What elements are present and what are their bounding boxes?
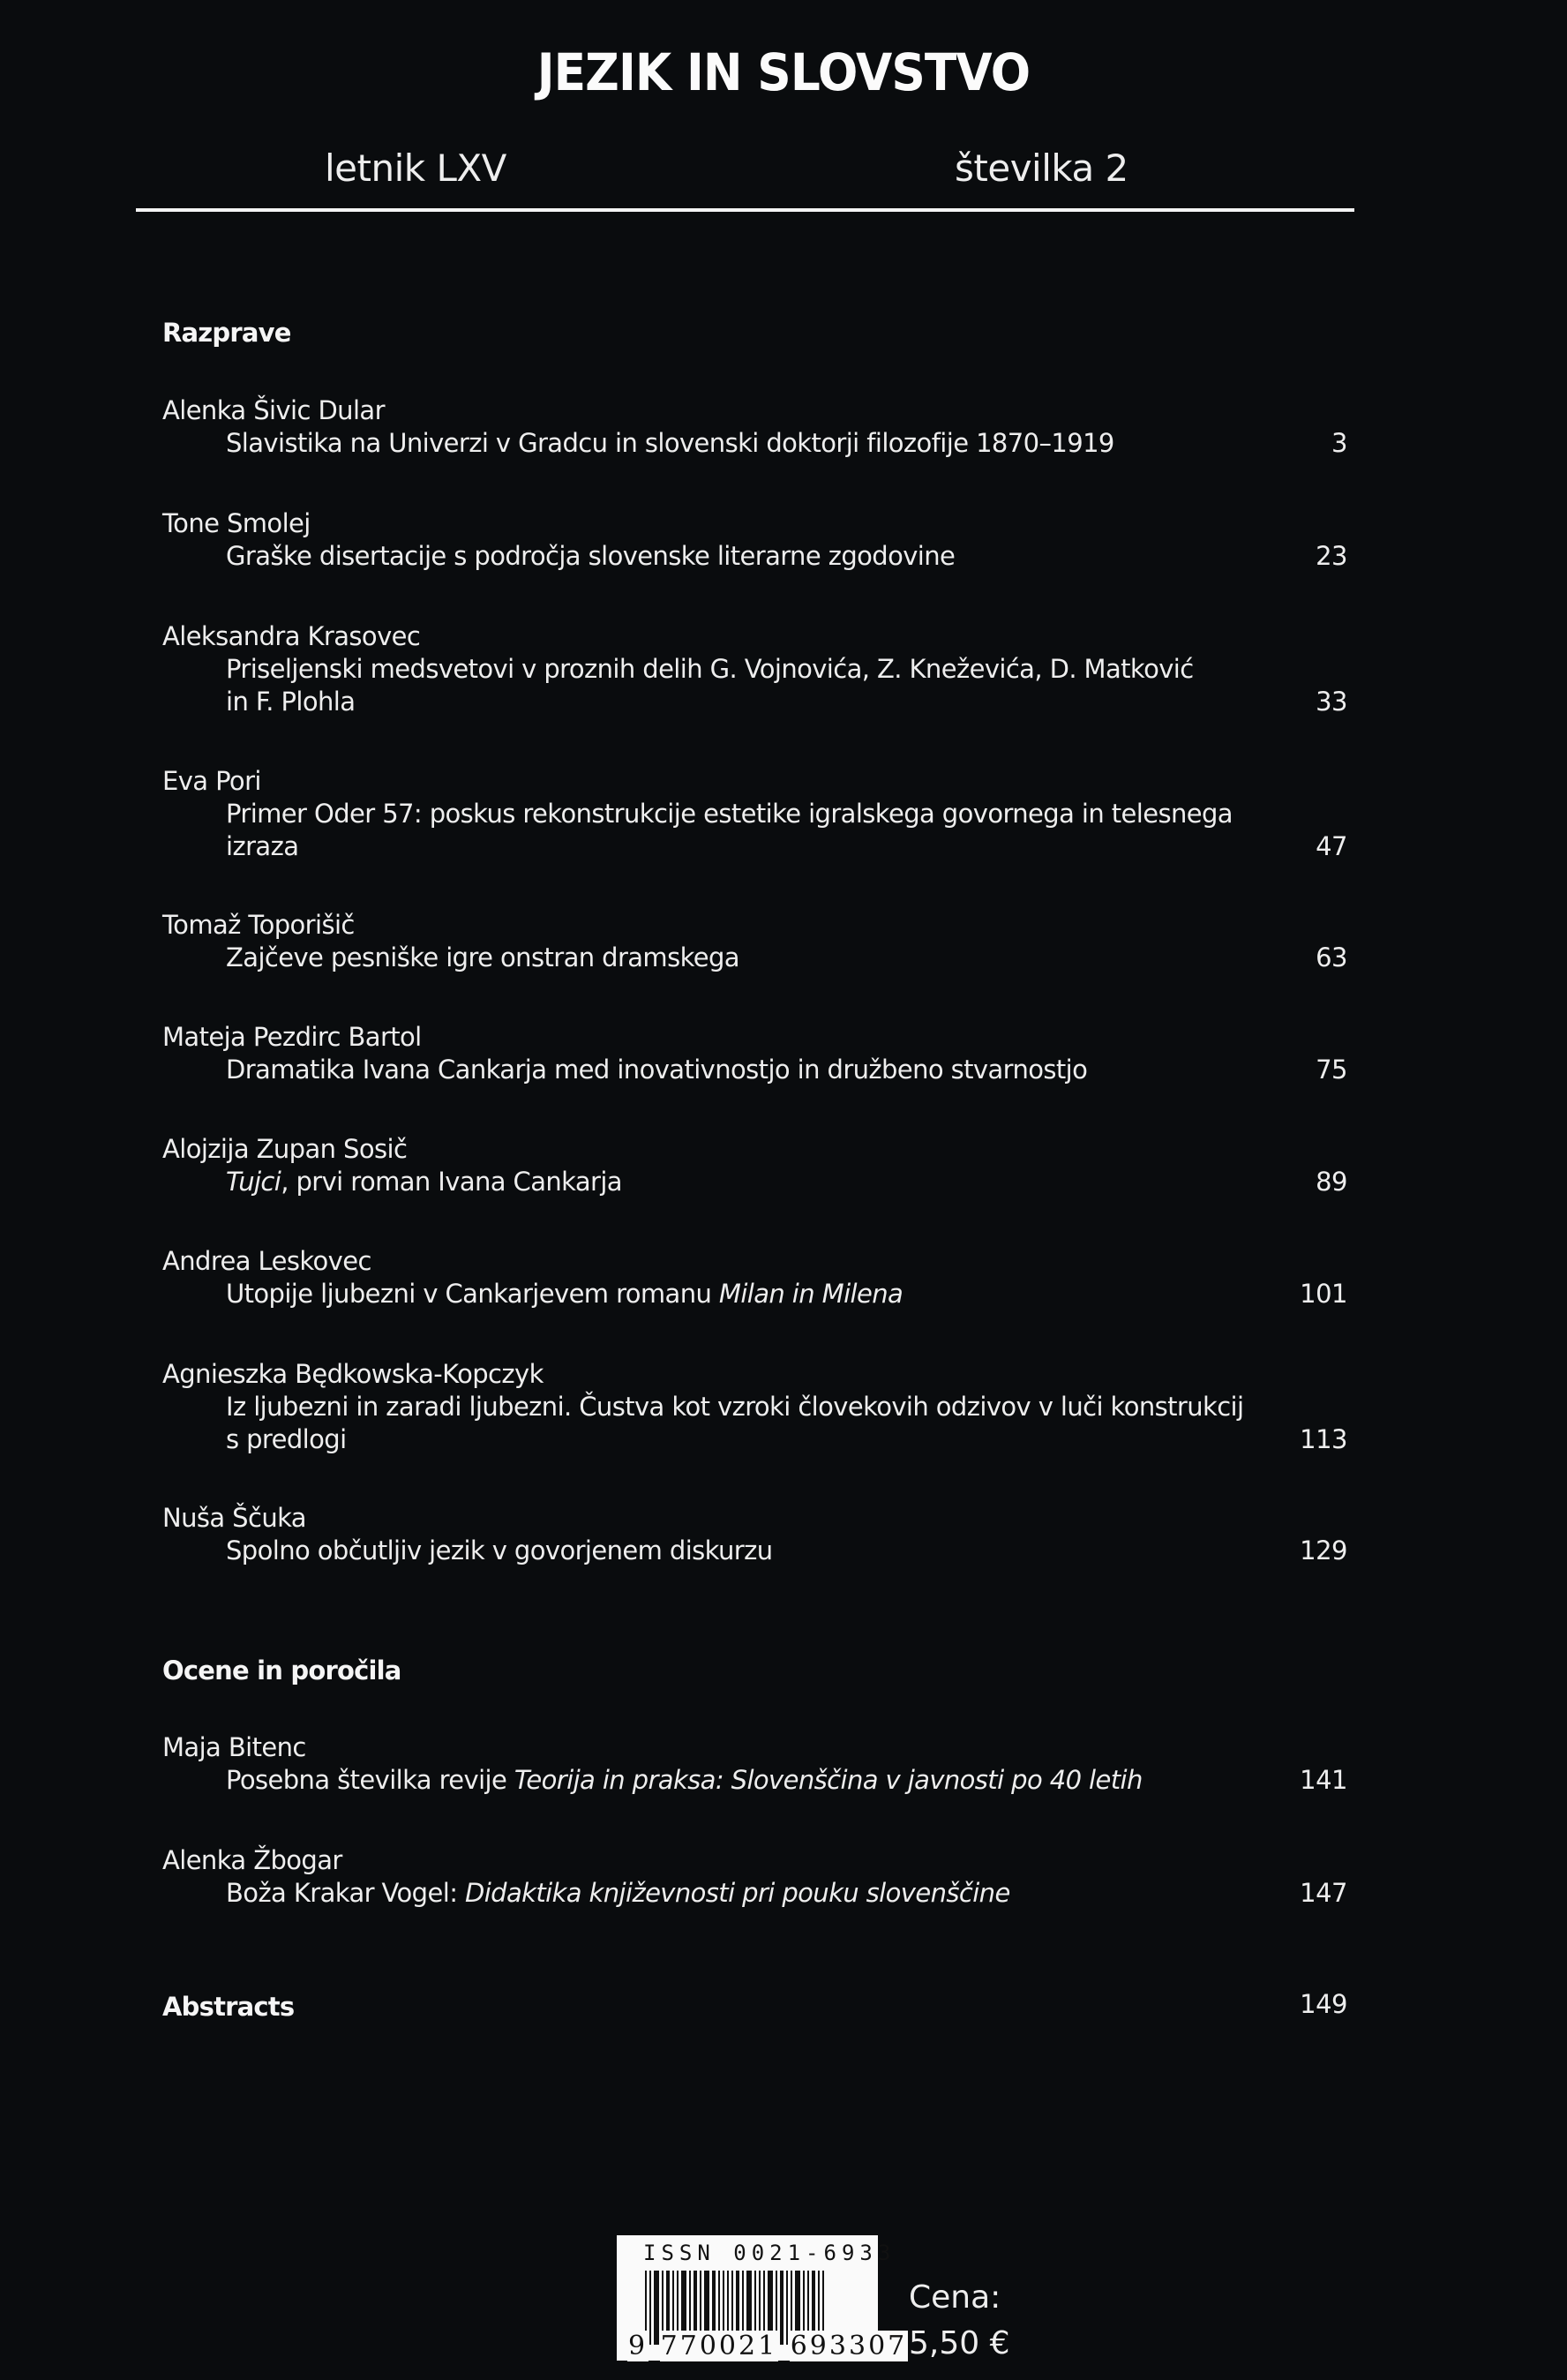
toc-title: [226, 1877, 1010, 1910]
journal-title: JEZIK IN SLOVSTVO: [536, 42, 1031, 102]
toc-author: Alojzija Zupan Sosič: [162, 1134, 408, 1164]
price-value: 5,50 €: [909, 2325, 1010, 2361]
toc-page: 63: [1316, 942, 1347, 972]
toc-author: Maja Bitenc: [162, 1732, 306, 1762]
toc-page: 33: [1316, 687, 1347, 717]
toc-title: Zajčeve pesniške igre onstran dramskega: [226, 942, 739, 972]
issn-barcode: [617, 2235, 908, 2361]
toc-title-rest: Boža Krakar Vogel:: [226, 1878, 465, 1908]
toc-title: [226, 1166, 622, 1198]
toc-page: 47: [1316, 831, 1347, 861]
toc-title: [226, 1278, 903, 1310]
toc-author: Nuša Ščuka: [162, 1503, 306, 1533]
toc-title: [226, 1764, 1143, 1797]
ean-left-group: 770021: [660, 2331, 778, 2361]
toc-page: 149: [1300, 1989, 1347, 2019]
toc-page: 141: [1300, 1765, 1347, 1795]
ean-number: [627, 2331, 908, 2361]
toc-page: 113: [1300, 1424, 1347, 1454]
section-heading-razprave: Razprave: [162, 318, 291, 348]
toc-page: 101: [1300, 1279, 1347, 1309]
toc-title: Dramatika Ivana Cankarja med inovativnostjo in družbeno stvarnostjo: [226, 1055, 1088, 1085]
toc-title-italic: Teorija in praksa: Slovenščina v javnosti po 40 letih: [514, 1765, 1143, 1795]
toc-author: Tone Smolej: [162, 508, 311, 538]
toc-page: 3: [1331, 428, 1347, 458]
toc-author: Agnieszka Będkowska-Kopczyk: [162, 1359, 544, 1389]
toc-title-italic: Milan in Milena: [718, 1279, 903, 1309]
toc-author: Andrea Leskovec: [162, 1246, 371, 1276]
toc-page: 89: [1316, 1167, 1347, 1197]
price-label: Cena:: [909, 2279, 1001, 2316]
toc-title: Priseljenski medsvetovi v proznih delih G. Vojnovića, Z. Kneževića, D. Matković: [226, 654, 1194, 684]
ean-right-group: 693307: [790, 2331, 908, 2361]
toc-title-rest: , prvi roman Ivana Cankarja: [281, 1167, 622, 1197]
toc-author: Aleksandra Krasovec: [162, 621, 421, 651]
toc-page: 129: [1300, 1535, 1347, 1565]
issue-label: številka 2: [955, 146, 1128, 190]
toc-title: Spolno občutljiv jezik v govorjenem diskurzu: [226, 1535, 773, 1565]
toc-title: Graške disertacije s področja slovenske literarne zgodovine: [226, 541, 956, 571]
toc-title: Slavistika na Univerzi v Gradcu in slovenski doktorji filozofije 1870–1919: [226, 428, 1114, 458]
toc-author: Tomaž Toporišič: [162, 910, 355, 940]
toc-author: Mateja Pezdirc Bartol: [162, 1022, 422, 1052]
toc-title-italic: Didaktika književnosti pri pouku slovenščine: [464, 1878, 1010, 1908]
ean-first-digit: 9: [628, 2331, 649, 2361]
toc-author: Eva Pori: [162, 766, 261, 796]
toc-title-italic: Tujci: [226, 1167, 281, 1197]
toc-title-continued: in F. Plohla: [226, 687, 356, 717]
toc-title-continued: izraza: [226, 831, 299, 861]
header-divider: [136, 208, 1354, 212]
toc-author: Alenka Žbogar: [162, 1845, 342, 1875]
toc-title-rest: Posebna številka revije: [226, 1765, 514, 1795]
toc-page: 147: [1300, 1878, 1347, 1908]
volume-label: letnik LXV: [325, 146, 506, 190]
issn-label: ISSN 0021-6933: [643, 2241, 896, 2265]
toc-title: Primer Oder 57: poskus rekonstrukcije estetike igralskega govornega in telesnega: [226, 799, 1233, 829]
toc-title-continued: s predlogi: [226, 1424, 347, 1454]
toc-title: Iz ljubezni in zaradi ljubezni. Čustva kot vzroki človekovih odzivov v luči konstrukcij: [226, 1392, 1244, 1422]
toc-author: Alenka Šivic Dular: [162, 395, 385, 425]
section-heading-ocene: Ocene in poročila: [162, 1655, 401, 1686]
toc-title-rest: Utopije ljubezni v Cankarjevem romanu: [226, 1279, 719, 1309]
section-heading-abstracts: Abstracts: [162, 1992, 295, 2022]
toc-page: 75: [1316, 1055, 1347, 1085]
toc-page: 23: [1316, 541, 1347, 571]
